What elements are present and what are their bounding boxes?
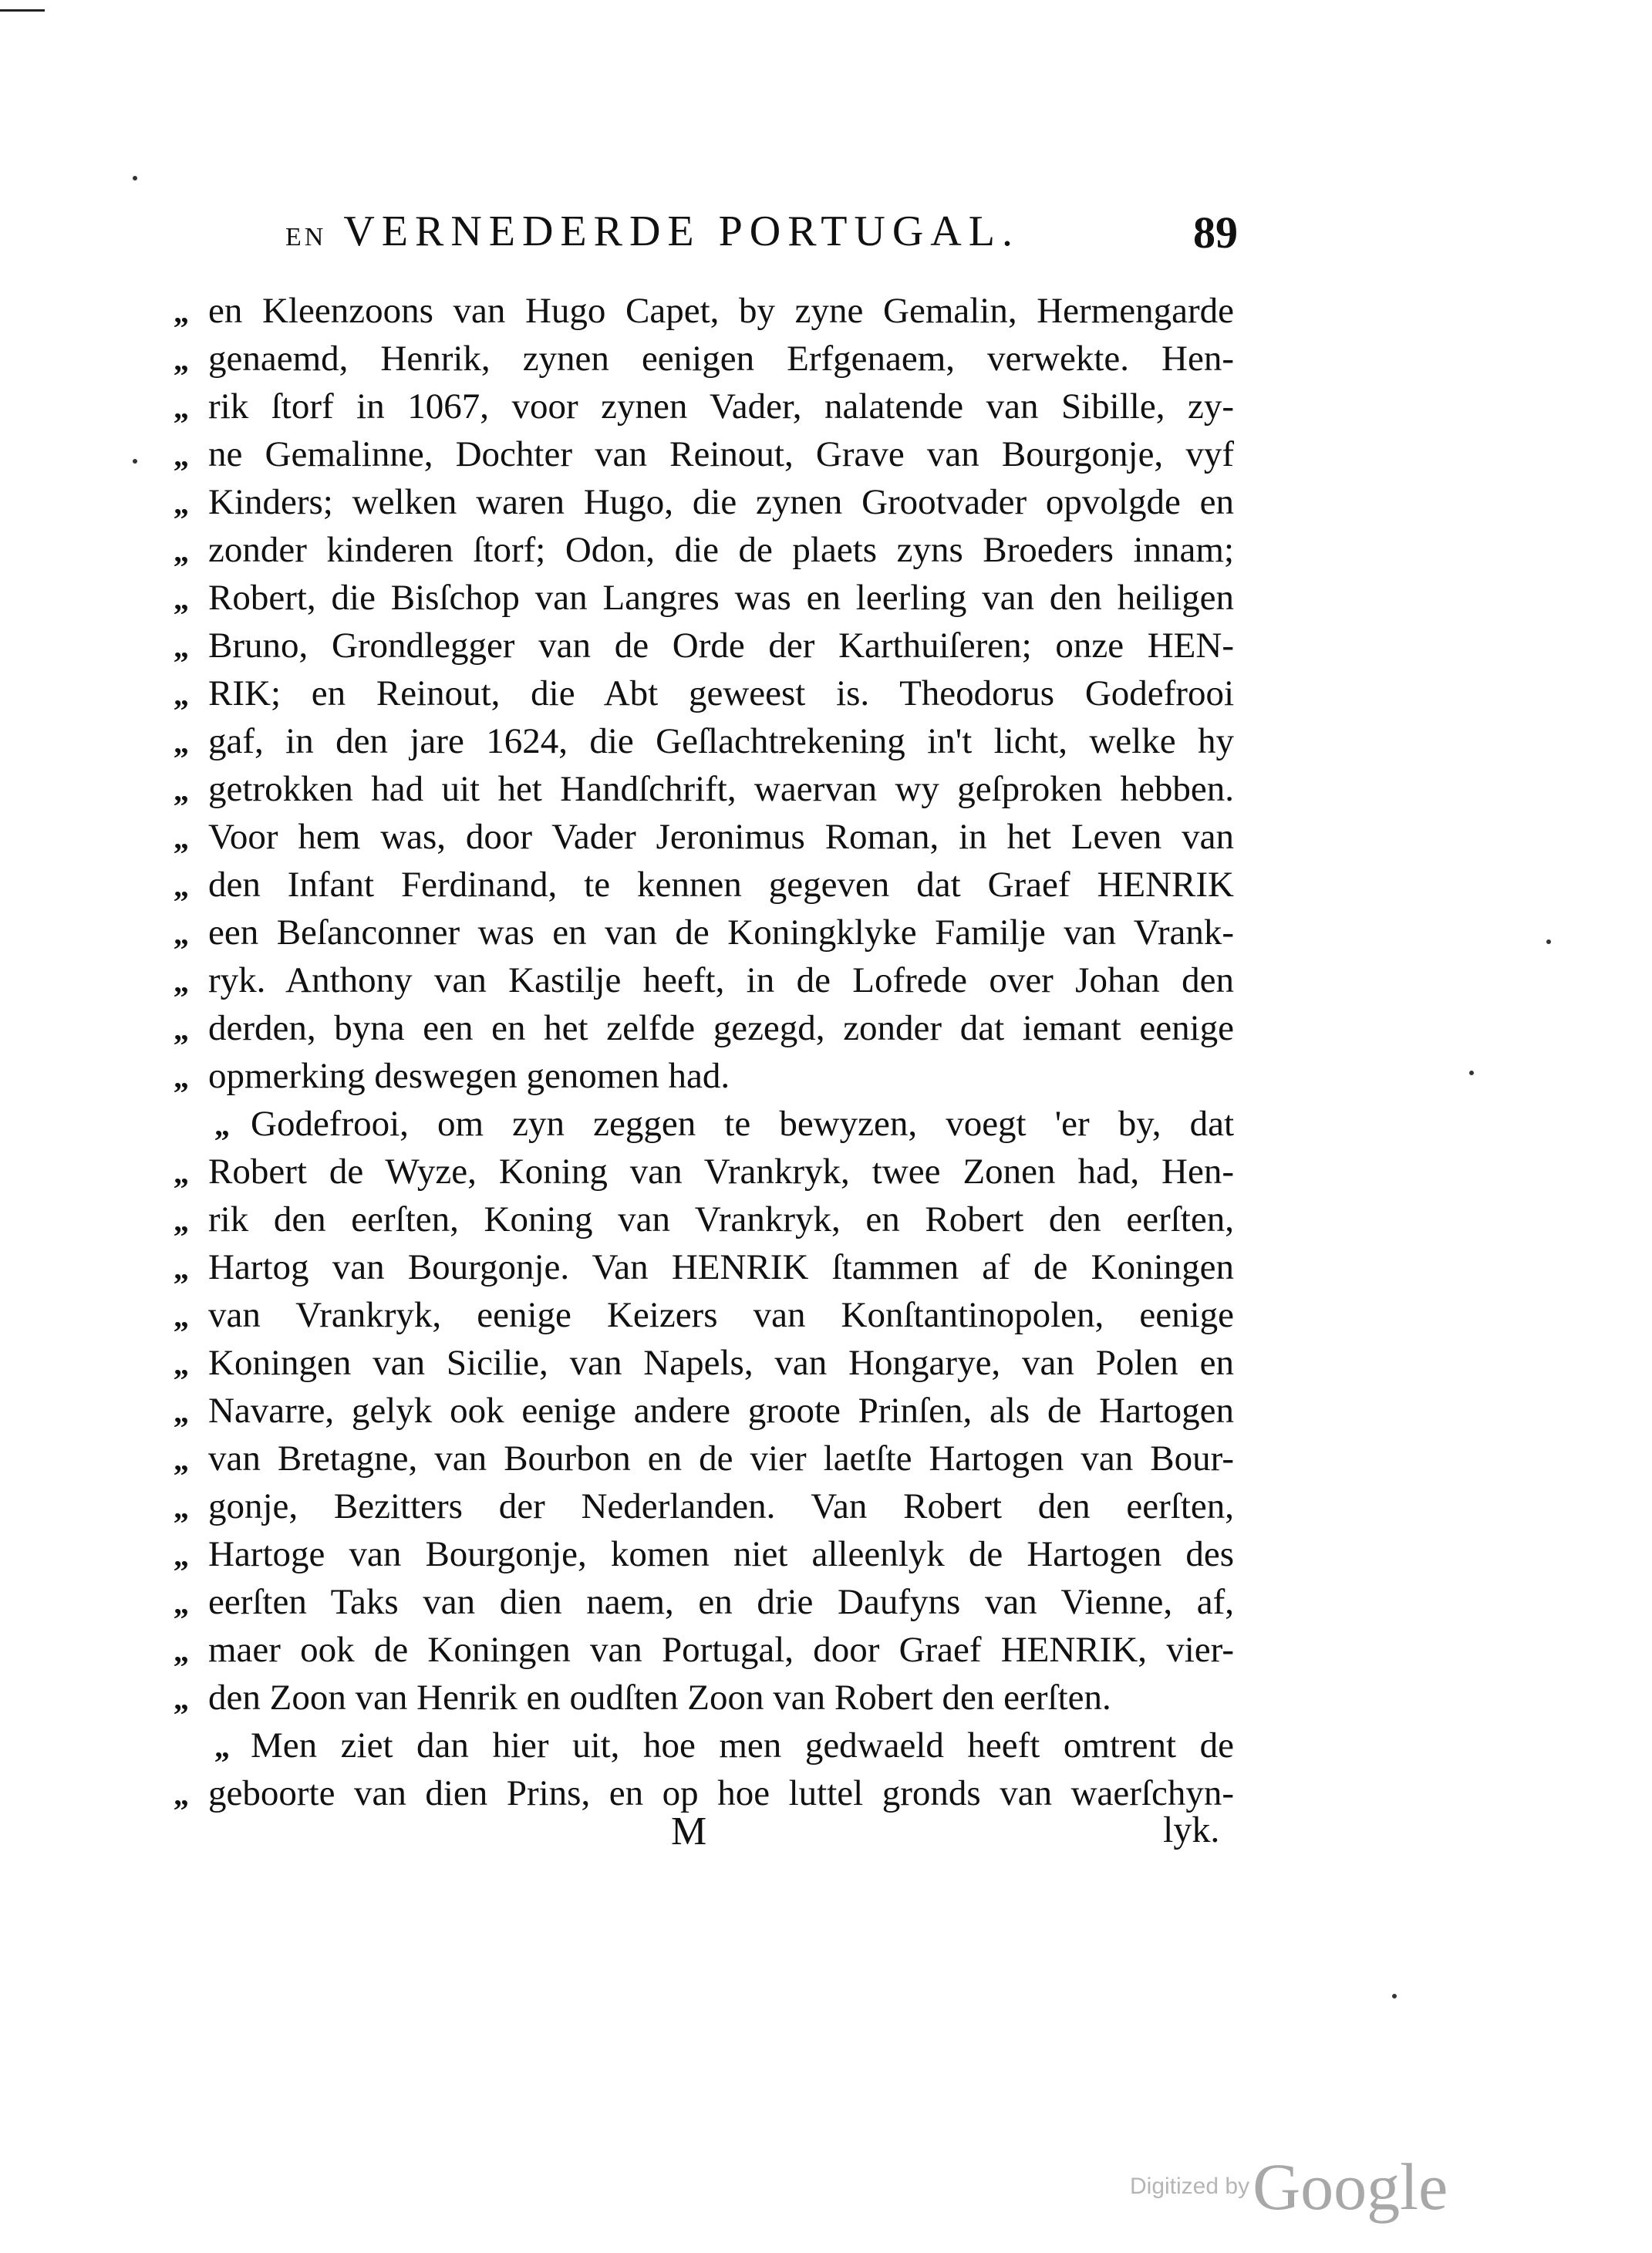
quote-mark: „ — [174, 821, 189, 855]
line-text: gaf, in den jare 1624, die Geſlachtrekening in't licht, welke hy — [208, 721, 1234, 761]
text-line — [174, 813, 1234, 861]
quote-mark: „ — [174, 725, 189, 760]
line-text: den Infant Ferdinand, te kennen gegeven dat Graef HENRIK — [208, 865, 1234, 905]
quote-mark: „ — [174, 1060, 189, 1094]
line-text: opmerking deswegen genomen had. — [208, 1056, 730, 1096]
quote-mark: „ — [174, 1634, 189, 1668]
line-text: ryk. Anthony van Kastilje heeft, in de Lofrede over Johan den — [208, 960, 1234, 1000]
watermark-prefix: Digitized by — [1130, 2174, 1250, 2199]
signature-mark: M — [671, 1809, 707, 1853]
line-text: ne Gemalinne, Dochter van Reinout, Grave van Bourgonje, vyf — [208, 434, 1234, 474]
quote-mark: „ — [174, 582, 189, 616]
quote-mark: „ — [174, 1395, 189, 1429]
quote-mark: „ — [174, 773, 189, 808]
line-text: Godefrooi, om zyn zeggen te bewyzen, voegt 'er by, dat — [251, 1104, 1234, 1144]
line-text: Hartog van Bourgonje. Van HENRIK ſtammen af de Koningen — [208, 1247, 1234, 1287]
speck — [1546, 939, 1551, 944]
quote-mark: „ — [174, 1442, 189, 1477]
text-line — [174, 1435, 1234, 1482]
quote-mark: „ — [174, 342, 189, 377]
quote-mark: „ — [174, 1347, 189, 1381]
line-text: Koningen van Sicilie, van Napels, van Hongarye, van Polen en — [208, 1343, 1234, 1383]
page-number: 89 — [1193, 207, 1238, 258]
text-line — [174, 1339, 1234, 1387]
text-line — [174, 1243, 1234, 1291]
quote-mark: „ — [174, 390, 189, 425]
top-edge-rule — [0, 9, 45, 12]
line-text: zonder kinderen ſtorf; Odon, die de plaets zyns Broeders innam; — [208, 530, 1234, 570]
quote-mark: „ — [174, 1538, 189, 1573]
line-text: geboorte van dien Prins, en op hoe luttel gronds van waerſchyn- — [208, 1773, 1234, 1813]
quote-mark: „ — [174, 964, 189, 999]
line-text: RIK; en Reinout, die Abt geweest is. Theodorus Godefrooi — [208, 673, 1234, 713]
line-text: Navarre, gelyk ook eenige andere groote Prinſen, als de Hartogen — [208, 1391, 1234, 1431]
text-line — [174, 765, 1234, 813]
line-text: Voor hem was, door Vader Jeronimus Roman, in het Leven van — [208, 817, 1234, 857]
quote-mark: „ — [174, 1012, 189, 1047]
line-text: eerſten Taks van dien naem, en drie Daufyns van Vienne, af, — [208, 1582, 1234, 1622]
line-text: den Zoon van Henrik en oudſten Zoon van Robert den eerſten. — [208, 1678, 1111, 1718]
line-text: getrokken had uit het Handſchrift, waervan wy geſproken hebben. — [208, 769, 1234, 809]
line-text: en Kleenzoons van Hugo Capet, by zyne Gemalin, Hermengarde — [208, 291, 1234, 331]
text-line — [174, 574, 1234, 622]
quote-mark: „ — [174, 629, 189, 664]
quote-mark: „ — [214, 1729, 230, 1764]
text-line — [174, 909, 1234, 956]
quote-mark: „ — [174, 916, 189, 951]
text-line — [174, 622, 1234, 669]
quote-mark: „ — [174, 1155, 189, 1190]
quote-mark: „ — [174, 1681, 189, 1716]
quote-mark: „ — [174, 868, 189, 903]
text-line — [174, 526, 1234, 574]
line-text: gonje, Bezitters der Nederlanden. Van Robert den eerſten, — [208, 1486, 1234, 1526]
line-text: van Vrankryk, eenige Keizers van Konſtantinopolen, eenige — [208, 1295, 1234, 1335]
quote-mark: „ — [174, 1777, 189, 1812]
quote-mark: „ — [174, 534, 189, 568]
line-text: van Bretagne, van Bourbon en de vier laetſte Hartogen van Bour- — [208, 1438, 1234, 1479]
line-text: Bruno, Grondlegger van de Orde der Karthuiſeren; onze HEN- — [208, 626, 1234, 666]
text-line — [174, 1626, 1234, 1674]
running-header — [285, 207, 1273, 261]
text-line — [174, 1769, 1234, 1817]
line-text: rik ſtorf in 1067, voor zynen Vader, nalatende van Sibille, zy- — [208, 386, 1234, 427]
text-line — [174, 1196, 1234, 1243]
quote-mark: „ — [174, 1203, 189, 1238]
speck — [133, 176, 137, 180]
text-line — [174, 956, 1234, 1004]
text-line — [174, 669, 1234, 717]
quote-mark: „ — [174, 677, 189, 712]
text-line — [174, 861, 1234, 909]
quote-mark: „ — [174, 486, 189, 521]
text-line — [174, 1578, 1234, 1626]
speck — [1392, 1994, 1397, 1998]
quote-mark: „ — [174, 1586, 189, 1621]
quote-mark: „ — [174, 1251, 189, 1286]
line-text: genaemd, Henrik, zynen eenigen Erfgenaem, verwekte. Hen- — [208, 339, 1234, 379]
running-head — [285, 207, 1020, 256]
text-line — [174, 383, 1234, 430]
text-line — [174, 1387, 1234, 1435]
text-line — [174, 1291, 1234, 1339]
quote-mark: „ — [174, 295, 189, 329]
text-line — [174, 1148, 1234, 1196]
text-line — [174, 717, 1234, 765]
text-line — [174, 1530, 1234, 1578]
text-line — [174, 335, 1234, 383]
speck — [1469, 1071, 1474, 1075]
text-line — [174, 1004, 1234, 1052]
text-line — [208, 1100, 1234, 1148]
speck — [133, 459, 137, 464]
digitized-watermark — [1130, 2148, 1448, 2233]
text-line — [174, 287, 1234, 335]
line-text: maer ook de Koningen van Portugal, door Graef HENRIK, vier- — [208, 1630, 1234, 1670]
line-text: Kinders; welken waren Hugo, die zynen Grootvader opvolgde en — [208, 482, 1234, 522]
text-line — [174, 1052, 1234, 1100]
text-line — [174, 1674, 1234, 1722]
line-text: rik den eerſten, Koning van Vrankryk, en Robert den eerſten, — [208, 1199, 1234, 1239]
text-line — [174, 1482, 1234, 1530]
running-head-prefix: EN — [285, 223, 327, 251]
line-text: Men ziet dan hier uit, hoe men gedwaeld heeft omtrent de — [251, 1725, 1234, 1766]
line-text: derden, byna een en het zelfde gezegd, zonder dat iemant eenige — [208, 1008, 1234, 1048]
google-logo: Google — [1252, 2150, 1448, 2224]
text-line — [174, 430, 1234, 478]
text-line — [208, 1722, 1234, 1769]
text-line — [174, 478, 1234, 526]
quote-mark: „ — [174, 1490, 189, 1525]
quote-mark: „ — [174, 1299, 189, 1334]
line-text: Robert, die Bisſchop van Langres was en leerling van den heiligen — [208, 578, 1234, 618]
line-text: een Beſanconner was en van de Koningklyke Familje van Vrank- — [208, 912, 1234, 953]
quote-mark: „ — [214, 1108, 230, 1142]
line-text: Robert de Wyze, Koning van Vrankryk, twee Zonen had, Hen- — [208, 1152, 1234, 1192]
catchword: lyk. — [1163, 1809, 1220, 1850]
quote-mark: „ — [174, 438, 189, 473]
line-text: Hartoge van Bourgonje, komen niet alleenlyk de Hartogen des — [208, 1534, 1234, 1574]
running-head-title: VERNEDERDE PORTUGAL. — [343, 207, 1020, 255]
